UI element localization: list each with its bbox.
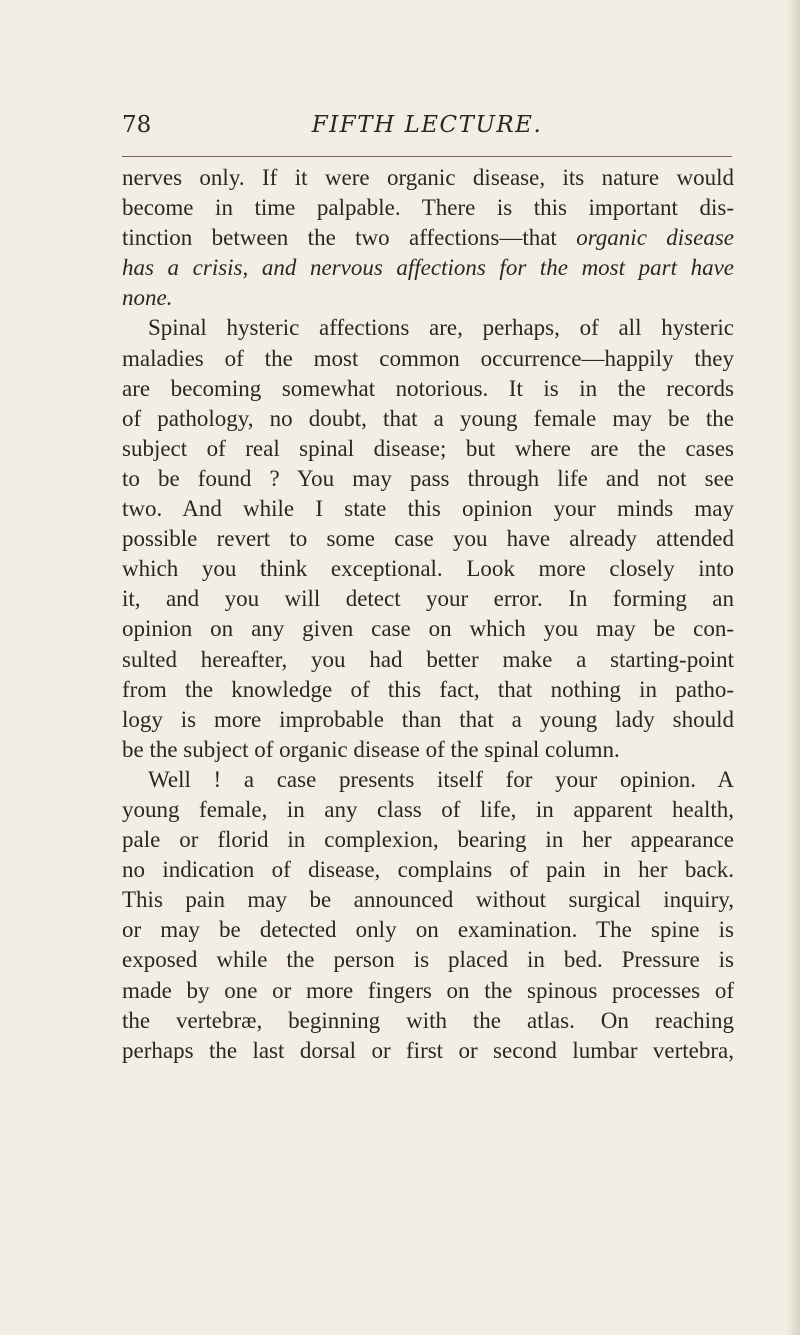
header-rule <box>122 156 732 157</box>
page-number: 78 <box>122 112 152 138</box>
text-line <box>122 584 734 614</box>
body-text <box>122 163 734 1066</box>
text-line <box>122 434 734 464</box>
text-line <box>122 675 734 705</box>
line-text: Spinal hysteric affections are, perhaps, of all hysteric <box>148 315 734 341</box>
text-line <box>122 524 734 554</box>
text-line <box>122 344 734 374</box>
line-text: pale or florid in complexion, bearing in her appearance <box>122 827 734 853</box>
text-line <box>122 554 734 584</box>
line-text: no indication of disease, complains of pain in her back. <box>122 857 734 883</box>
line-text: to be found ? You may pass through life and not see <box>122 465 734 491</box>
line-text: maladies of the most common occurrence—happily they <box>122 345 734 371</box>
line-text: perhaps the last dorsal or first or second lumbar vertebra, <box>122 1037 734 1063</box>
text-line <box>122 193 734 223</box>
text-line <box>122 765 734 795</box>
line-text: nerves only. If it were organic disease, its nature would <box>122 165 734 190</box>
text-line <box>122 915 734 945</box>
line-text: logy is more improbable than that a young lady should <box>122 706 734 732</box>
line-text: two. And while I state this opinion your minds may <box>122 496 734 522</box>
text-line <box>122 705 734 735</box>
text-line <box>122 976 734 1006</box>
line-text: it, and you will detect your error. In forming an <box>122 586 734 612</box>
line-text: exposed while the person is placed in bed. Pressure is <box>122 947 734 973</box>
line-text: be the subject of organic disease of the spinal column. <box>122 736 620 762</box>
line-text: sulted hereafter, you had better make a starting-point <box>122 646 734 672</box>
line-text: young female, in any class of life, in apparent health, <box>122 796 734 822</box>
line-italic-text: none. <box>122 285 173 311</box>
line-text: tinction between the two affections—that <box>122 225 577 251</box>
line-text: the vertebræ, beginning with the atlas. On reaching <box>122 1007 734 1033</box>
line-text: Well ! a case presents itself for your opinion. A <box>148 766 734 792</box>
line-text: This pain may be announced without surgical inquiry, <box>122 887 734 913</box>
line-text: subject of real spinal disease; but where are the cases <box>122 435 734 461</box>
text-line <box>122 464 734 494</box>
text-line <box>122 253 734 283</box>
text-line <box>122 825 734 855</box>
text-line <box>122 645 734 675</box>
text-line <box>122 795 734 825</box>
line-text: which you think exceptional. Look more closely into <box>122 556 734 582</box>
text-line <box>122 313 734 343</box>
text-line <box>122 945 734 975</box>
text-line <box>122 735 734 765</box>
line-text: become in time palpable. There is this important dis- <box>122 195 734 221</box>
text-line <box>122 1036 734 1066</box>
text-line <box>122 1006 734 1036</box>
page-edge-shadow <box>786 0 800 1335</box>
running-head: FIFTH LECTURE. <box>311 112 543 138</box>
line-italic-text: organic disease <box>576 225 734 251</box>
text-line <box>122 885 734 915</box>
text-line <box>122 494 734 524</box>
line-text: or may be detected only on examination. The spine is <box>122 917 734 943</box>
text-line <box>122 283 734 313</box>
text-line <box>122 374 734 404</box>
line-text: are becoming somewhat notorious. It is in the records <box>122 375 734 401</box>
text-line <box>122 614 734 644</box>
line-text: from the knowledge of this fact, that nothing in patho- <box>122 676 734 702</box>
line-text: made by one or more fingers on the spinous processes of <box>122 977 734 1003</box>
line-text: opinion on any given case on which you may be con- <box>122 616 734 642</box>
text-line <box>122 855 734 885</box>
text-line <box>122 404 734 434</box>
line-italic-text: has a crisis, and nervous affections for the most part have <box>122 255 734 281</box>
line-text: of pathology, no doubt, that a young female may be the <box>122 405 734 431</box>
page-header <box>122 112 732 152</box>
text-line <box>122 223 734 253</box>
line-text: possible revert to some case you have already attended <box>122 526 734 552</box>
text-line <box>122 163 734 193</box>
